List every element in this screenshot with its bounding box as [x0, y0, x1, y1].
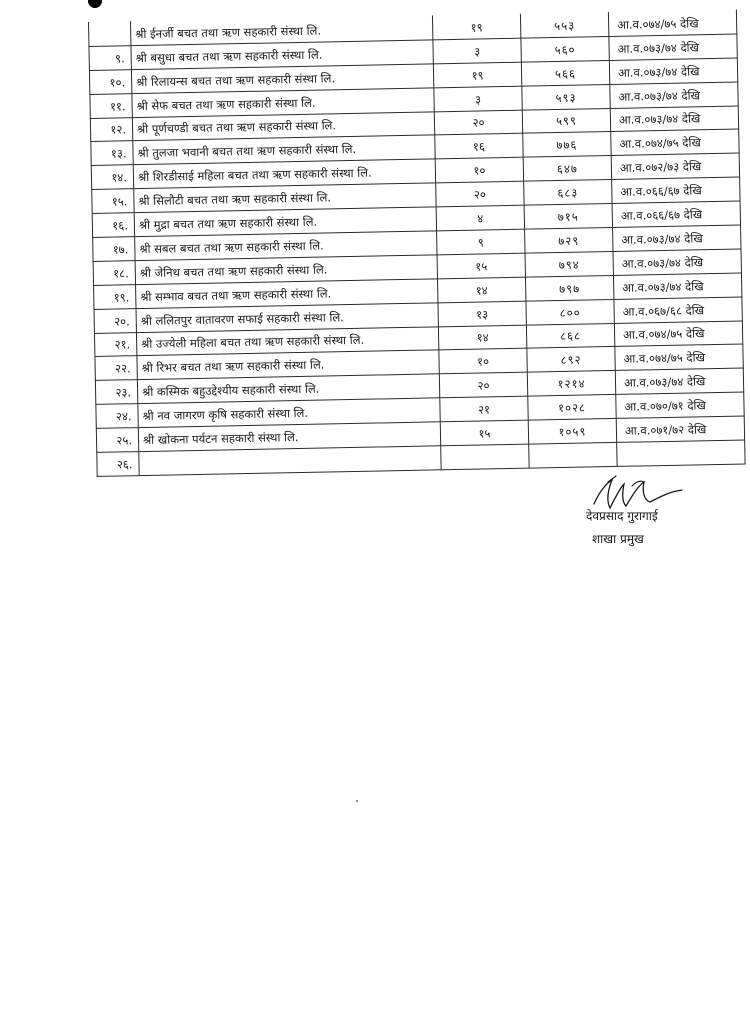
- serial-number-cell: १२.: [90, 117, 132, 142]
- serial-number-cell: १८.: [93, 261, 135, 286]
- registration-number-cell: ५६०: [521, 36, 609, 62]
- serial-number-cell: १९.: [94, 284, 136, 309]
- fiscal-year-cell: आ.व.०७३/७४ देखि: [610, 82, 738, 108]
- cooperative-name-cell: श्री ईनर्जी बचत तथा ऋण सहकारी संस्था लि.: [131, 16, 433, 46]
- registration-number-cell: ७१५: [524, 204, 612, 230]
- serial-number-cell: १५.: [92, 189, 134, 214]
- serial-number-cell: २०.: [94, 308, 136, 333]
- cooperative-name-cell: श्री कस्मिक बहुउद्देश्यीय सहकारी संस्था लि.: [137, 374, 439, 404]
- serial-number-cell: २४.: [96, 404, 138, 429]
- serial-number-cell: १०.: [89, 69, 131, 94]
- members-count-cell: ४: [436, 205, 524, 231]
- members-count-cell: २०: [434, 110, 522, 136]
- registration-number-cell: ५५३: [520, 13, 608, 39]
- fiscal-year-cell: आ.व.०६६/६७ देखि: [612, 201, 740, 227]
- cooperatives-table: [88, 10, 746, 477]
- fiscal-year-cell: आ.व.०७२/७३ देखि: [611, 153, 739, 179]
- cooperative-name-cell: श्री नव जागरण कृषि सहकारी संस्था लि.: [138, 398, 440, 428]
- registration-number-cell: ५९९: [522, 108, 610, 134]
- registration-number-cell: ७७६: [523, 132, 611, 158]
- fiscal-year-cell: [617, 440, 745, 466]
- cooperative-name-cell: श्री रिभर बचत तथा ऋण सहकारी संस्था लि.: [137, 350, 439, 380]
- serial-number-cell: १३.: [91, 141, 133, 166]
- registration-number-cell: ८६८: [526, 323, 614, 349]
- fiscal-year-cell: आ.व.०७३/७४ देखि: [615, 368, 743, 394]
- cooperative-name-cell: श्री खोकना पर्यटन सहकारी संस्था लि.: [138, 422, 440, 452]
- scan-speck: [356, 800, 358, 802]
- members-count-cell: [441, 444, 529, 470]
- cooperative-name-cell: [139, 446, 441, 476]
- members-count-cell: १३: [438, 301, 526, 327]
- cooperatives-table-wrapper: [88, 10, 745, 477]
- fiscal-year-cell: आ.व.०७३/७४ देखि: [613, 249, 741, 275]
- fiscal-year-cell: आ.व.०७३/७४ देखि: [613, 225, 741, 251]
- fiscal-year-cell: आ.व.०७४/७५ देखि: [615, 344, 743, 370]
- members-count-cell: ३: [433, 38, 521, 64]
- fiscal-year-cell: आ.व.०७३/७४ देखि: [609, 58, 737, 84]
- cooperative-name-cell: श्री सिलौटी बचत तथा ऋण सहकारी संस्था लि.: [134, 183, 436, 213]
- fiscal-year-cell: आ.व.०६७/६८ देखि: [614, 297, 742, 323]
- table-body: [89, 10, 746, 476]
- members-count-cell: १४: [438, 325, 526, 351]
- signer-title: शाखा प्रमुख: [592, 532, 644, 546]
- members-count-cell: १६: [435, 134, 523, 160]
- serial-number-cell: २६.: [97, 452, 139, 477]
- registration-number-cell: १२१४: [527, 371, 615, 397]
- members-count-cell: ३: [434, 86, 522, 112]
- members-count-cell: २०: [436, 181, 524, 207]
- serial-number-cell: १६.: [92, 213, 134, 238]
- serial-number-cell: ११.: [90, 93, 132, 118]
- cooperative-name-cell: श्री पूर्णचण्डी बचत तथा ऋण सहकारी संस्था लि.: [132, 111, 434, 141]
- serial-number-cell: ९.: [89, 46, 131, 71]
- signer-name: देवप्रसाद गुरागाई: [586, 509, 658, 523]
- signature-block: [586, 470, 726, 570]
- members-count-cell: १४: [437, 277, 525, 303]
- serial-number-cell: १४.: [91, 165, 133, 190]
- serial-number-cell: २५.: [96, 428, 138, 453]
- members-count-cell: १०: [435, 158, 523, 184]
- registration-number-cell: ८००: [526, 299, 614, 325]
- cooperative-name-cell: श्री उज्येली महिला बचत तथा ऋण सहकारी संस्था लि.: [136, 326, 438, 356]
- cooperative-name-cell: श्री तुलजा भवानी बचत तथा ऋण सहकारी संस्था लि.: [133, 135, 435, 165]
- registration-number-cell: ६८३: [524, 180, 612, 206]
- fiscal-year-cell: आ.व.०७४/७५ देखि: [614, 321, 742, 347]
- fiscal-year-cell: आ.व.०७३/७४ देखि: [609, 34, 737, 60]
- members-count-cell: १५: [437, 253, 525, 279]
- cooperative-name-cell: श्री रिलायन्स बचत तथा ऋण सहकारी संस्था लि.: [131, 64, 433, 94]
- cooperative-name-cell: श्री शिरडीसाई महिला बचत तथा ऋण सहकारी संस्था लि.: [133, 159, 435, 189]
- cooperative-name-cell: श्री मुद्रा बचत तथा ऋण सहकारी संस्था लि.: [134, 207, 436, 237]
- cooperative-name-cell: श्री सेफ बचत तथा ऋण सहकारी संस्था लि.: [132, 88, 434, 118]
- serial-number-cell: २१.: [94, 332, 136, 357]
- cooperative-name-cell: श्री ललितपुर वातावरण सफाई सहकारी संस्था लि.: [136, 303, 438, 333]
- serial-number-cell: २२.: [95, 356, 137, 381]
- cooperative-name-cell: श्री जेनिथ बचत तथा ऋण सहकारी संस्था लि.: [135, 255, 437, 285]
- serial-number-cell: २३.: [95, 380, 137, 405]
- registration-number-cell: ६४७: [523, 156, 611, 182]
- fiscal-year-cell: आ.व.०७०/७१ देखि: [616, 392, 744, 418]
- registration-number-cell: ७९७: [525, 275, 613, 301]
- registration-number-cell: ५६६: [521, 60, 609, 86]
- cooperative-name-cell: श्री बसुधा बचत तथा ऋण सहकारी संस्था लि.: [131, 40, 433, 70]
- registration-number-cell: ८९२: [527, 347, 615, 373]
- members-count-cell: १०: [439, 349, 527, 375]
- registration-number-cell: १०२८: [528, 395, 616, 421]
- cooperative-name-cell: श्री सबल बचत तथा ऋण सहकारी संस्था लि.: [135, 231, 437, 261]
- fiscal-year-cell: आ.व.०७१/७२ देखि: [616, 416, 744, 442]
- registration-number-cell: [529, 442, 617, 468]
- serial-number-cell: [89, 22, 131, 47]
- members-count-cell: २०: [439, 372, 527, 398]
- fiscal-year-cell: आ.व.०७३/७४ देखि: [610, 106, 738, 132]
- members-count-cell: १५: [440, 420, 528, 446]
- registration-number-cell: ७२९: [525, 227, 613, 253]
- members-count-cell: १९: [432, 14, 520, 40]
- registration-number-cell: ५९३: [522, 84, 610, 110]
- fiscal-year-cell: आ.व.०६६/६७ देखि: [612, 177, 740, 203]
- registration-number-cell: ७९४: [525, 251, 613, 277]
- registration-number-cell: १०५९: [528, 419, 616, 445]
- fiscal-year-cell: आ.व.०७३/७४ देखि: [613, 273, 741, 299]
- fiscal-year-cell: आ.व.०७४/७५ देखि: [611, 129, 739, 155]
- fiscal-year-cell: आ.व.०७४/७५ देखि: [608, 10, 736, 36]
- members-count-cell: ९: [437, 229, 525, 255]
- serial-number-cell: १७.: [93, 237, 135, 262]
- members-count-cell: २१: [440, 396, 528, 422]
- cooperative-name-cell: श्री सम्भाव बचत तथा ऋण सहकारी संस्था लि.: [136, 279, 438, 309]
- scan-corner-mark: [88, 0, 102, 8]
- members-count-cell: १९: [433, 62, 521, 88]
